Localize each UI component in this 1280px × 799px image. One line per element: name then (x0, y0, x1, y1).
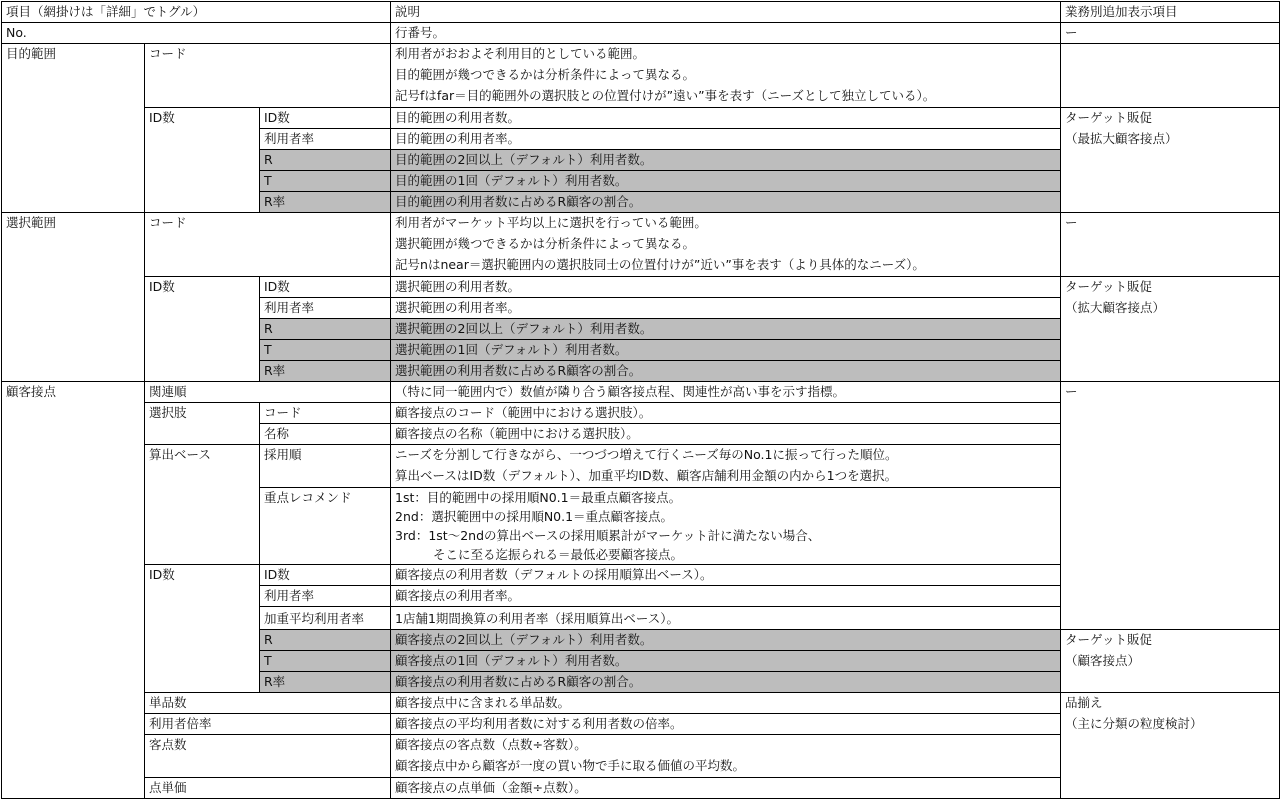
sentaku-extra: ターゲット販促 （拡大顧客接点） (1061, 277, 1280, 382)
mokuteki-sub: R率 (260, 192, 391, 213)
mokuteki-desc: 目的範囲の利用者数。 (391, 108, 1061, 129)
kokyaku-kyakuten-desc: 顧客接点の客点数（点数÷客数）。 顧客接点中から顧客が一度の買い物で手に取る価値の平均数。 (391, 735, 1061, 778)
header-item: 項目（網掛けは「詳細」でトグル） (2, 2, 391, 23)
mokuteki-code-desc: 利用者がおおよそ利用目的としている範囲。 目的範囲が幾つできるかは分析条件によって異なる。 記号fはfar＝目的範囲外の選択肢との位置付けが”遠い”事を表す（ニーズとして独立している）。 (391, 44, 1061, 108)
kokyaku-code: コード (260, 403, 391, 424)
kokyaku-tanpin-desc: 顧客接点中に含まれる単品数。 (391, 693, 1061, 714)
table-row (2, 108, 1280, 129)
kokyaku-jyuten: 重点レコメンド (260, 488, 391, 565)
mokuteki-extra: ターゲット販促 （最拡大顧客接点） (1061, 108, 1280, 213)
kokyaku-desc: 顧客接点の2回以上（デフォルト）利用者数。 (391, 630, 1061, 651)
mokuteki-id-group: ID数 (145, 108, 260, 213)
sentaku-sub: T (260, 340, 391, 361)
sentaku-code-desc: 利用者がマーケット平均以上に選択を行っている範囲。 選択範囲が幾つできるかは分析条件によって異なる。 記号nはnear＝選択範囲内の選択肢同士の位置付けが”近い”事を表す（より具体的なニーズ）。 (391, 213, 1061, 277)
kokyaku-tentanka-desc: 顧客接点の点単価（金額÷点数）。 (391, 778, 1061, 799)
mokuteki-desc: 目的範囲の利用者数に占めるR顧客の割合。 (391, 192, 1061, 213)
sentaku-code-extra: ー (1061, 213, 1280, 277)
kokyaku-tanpin: 単品数 (145, 693, 391, 714)
mokuteki-desc: 目的範囲の2回以上（デフォルト）利用者数。 (391, 150, 1061, 171)
section-mokuteki: 目的範囲 (2, 44, 145, 213)
kokyaku-meisho: 名称 (260, 424, 391, 445)
sentaku-code: コード (145, 213, 391, 277)
kokyaku-meisho-desc: 顧客接点の名称（範囲中における選択肢）。 (391, 424, 1061, 445)
kokyaku-sub: T (260, 651, 391, 672)
mokuteki-sub: 利用者率 (260, 129, 391, 150)
section-kokyaku: 顧客接点 (2, 382, 145, 799)
sentaku-sub: 利用者率 (260, 298, 391, 319)
kokyaku-kyakuten: 客点数 (145, 735, 391, 778)
kokyaku-code-desc: 顧客接点のコード（範囲中における選択肢）。 (391, 403, 1061, 424)
sentaku-desc: 選択範囲の利用者数。 (391, 277, 1061, 298)
mokuteki-code: コード (145, 44, 391, 108)
table-row (2, 44, 1280, 108)
sentaku-desc: 選択範囲の利用者数に占めるR顧客の割合。 (391, 361, 1061, 382)
kokyaku-kanren-desc: （特に同一範囲内で）数値が隣り合う顧客接点程、関連性が高い事を示す指標。 (391, 382, 1061, 403)
no-label: No. (2, 23, 391, 44)
kokyaku-sub: 利用者率 (260, 586, 391, 607)
header-extra: 業務別追加表示項目 (1061, 2, 1280, 23)
kokyaku-jyuten-desc: 1st：目的範囲中の採用順N0.1＝最重点顧客接点。 2nd：選択範囲中の採用順N0.1＝重点顧客接点。 3rd：1st～2ndの算出ベースの採用順累計がマーケット計に満たない場合、 そこに至る迄振られる＝最低必要顧客接点。 (391, 488, 1061, 565)
sentaku-sub: ID数 (260, 277, 391, 298)
table-row (2, 382, 1280, 403)
sentaku-desc: 選択範囲の2回以上（デフォルト）利用者数。 (391, 319, 1061, 340)
kokyaku-saiyo: 採用順 (260, 445, 391, 488)
kokyaku-sub: ID数 (260, 565, 391, 586)
kokyaku-sentakushi: 選択肢 (145, 403, 260, 445)
kokyaku-bairitsu: 利用者倍率 (145, 714, 391, 735)
table-row (2, 693, 1280, 714)
table-row (2, 23, 1280, 44)
kokyaku-tentanka: 点単価 (145, 778, 391, 799)
mokuteki-sub: R (260, 150, 391, 171)
kokyaku-kanren-extra: ー (1061, 382, 1280, 630)
sentaku-desc: 選択範囲の1回（デフォルト）利用者数。 (391, 340, 1061, 361)
kokyaku-desc: 顧客接点の利用者数に占めるR顧客の割合。 (391, 672, 1061, 693)
kokyaku-desc: 顧客接点の利用者率。 (391, 586, 1061, 607)
sentaku-sub: R率 (260, 361, 391, 382)
mokuteki-desc: 目的範囲の1回（デフォルト）利用者数。 (391, 171, 1061, 192)
kokyaku-bairitsu-desc: 顧客接点の平均利用者数に対する利用者数の倍率。 (391, 714, 1061, 735)
header-row (2, 2, 1280, 23)
kokyaku-desc: 顧客接点の1回（デフォルト）利用者数。 (391, 651, 1061, 672)
kokyaku-base: 算出ベース (145, 445, 260, 565)
sentaku-sub: R (260, 319, 391, 340)
kokyaku-shina-extra: 品揃え （主に分類の粒度検討） (1061, 693, 1280, 799)
kokyaku-sub: 加重平均利用者率 (260, 607, 391, 630)
mokuteki-desc: 目的範囲の利用者率。 (391, 129, 1061, 150)
kokyaku-target-extra: ターゲット販促 （顧客接点） (1061, 630, 1280, 693)
kokyaku-id-group: ID数 (145, 565, 260, 693)
sentaku-desc: 選択範囲の利用者率。 (391, 298, 1061, 319)
kokyaku-kanren: 関連順 (145, 382, 391, 403)
mokuteki-sub: ID数 (260, 108, 391, 129)
mokuteki-sub: T (260, 171, 391, 192)
kokyaku-sub: R (260, 630, 391, 651)
kokyaku-sub: R率 (260, 672, 391, 693)
spec-table (1, 1, 1280, 799)
kokyaku-desc: 1店舗1期間換算の利用者率（採用順算出ベース）。 (391, 607, 1061, 630)
kokyaku-desc: 顧客接点の利用者数（デフォルトの採用順算出ベース）。 (391, 565, 1061, 586)
no-extra: ー (1061, 23, 1280, 44)
header-description: 説明 (391, 2, 1061, 23)
kokyaku-saiyo-desc: ニーズを分割して行きながら、一つづつ増えて行くニーズ毎のNo.1に振って行った順位。 算出ベースはID数（デフォルト）、加重平均ID数、顧客店舗利用金額の内から1つを選択。 (391, 445, 1061, 488)
sentaku-id-group: ID数 (145, 277, 260, 382)
table-row (2, 213, 1280, 277)
table-row (2, 277, 1280, 298)
section-sentaku: 選択範囲 (2, 213, 145, 382)
no-desc: 行番号。 (391, 23, 1061, 44)
mokuteki-code-extra (1061, 44, 1280, 108)
